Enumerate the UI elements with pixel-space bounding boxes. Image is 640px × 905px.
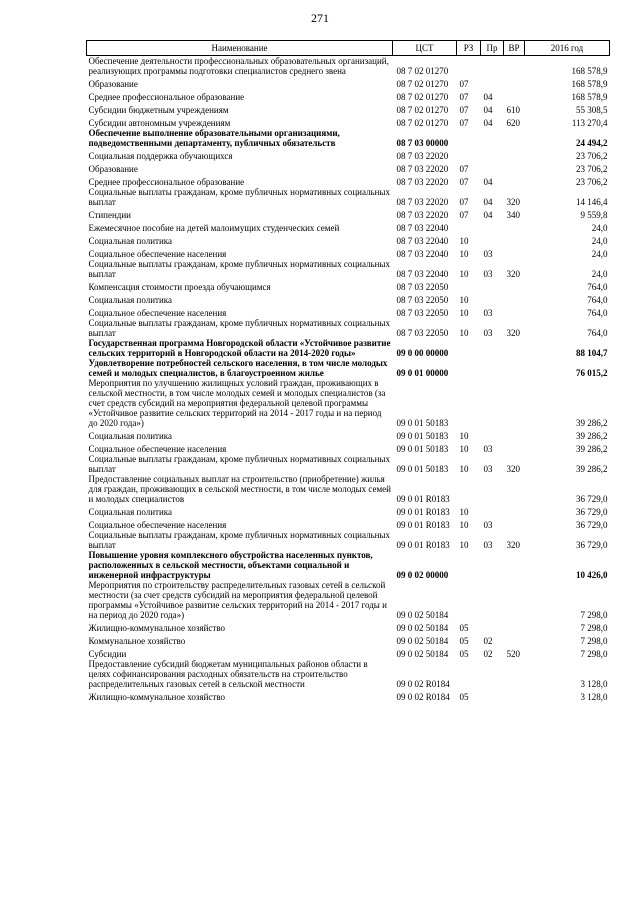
row-name: Обеспечение выполнение образовательными организациями, подведомственными департаменту, публичных обязательств <box>88 128 340 148</box>
row-rz: 05 <box>459 649 469 659</box>
row-amount: 36 729,0 <box>576 540 608 550</box>
row-amount: 36 729,0 <box>576 520 608 530</box>
row-cst: 08 7 02 01270 <box>396 118 449 128</box>
header-name: Наименование <box>87 41 393 56</box>
row-pr <box>481 338 504 358</box>
row-rz: 05 <box>459 692 469 702</box>
row-pr <box>481 76 504 89</box>
table-row <box>87 504 610 517</box>
row-cst: 09 0 01 50183 <box>396 444 449 454</box>
row-amount: 764,0 <box>587 308 608 318</box>
row-name: Социальная поддержка обучающихся <box>88 151 233 161</box>
row-cst: 08 7 02 01270 <box>396 79 449 89</box>
row-vr <box>504 56 525 77</box>
table-row <box>87 474 610 504</box>
row-rz <box>457 279 481 292</box>
row-name: Социальная политика <box>88 295 172 305</box>
row-pr: 02 <box>483 649 493 659</box>
table-row <box>87 148 610 161</box>
row-cst: 08 7 03 22050 <box>396 308 449 318</box>
table-row <box>87 441 610 454</box>
row-vr <box>504 620 525 633</box>
row-cst: 08 7 02 01270 <box>396 105 449 115</box>
header-rz: РЗ <box>457 41 481 56</box>
table-row <box>87 550 610 580</box>
row-vr: 320 <box>506 269 520 279</box>
table-row <box>87 89 610 102</box>
row-name: Образование <box>88 79 138 89</box>
row-name: Обеспечение деятельности профессиональных образовательных организаций, реализующих программы подготовки специалистов среднего звена <box>88 56 389 76</box>
row-cst: 08 7 03 22040 <box>396 223 449 233</box>
row-vr <box>504 633 525 646</box>
row-amount: 7 298,0 <box>580 610 608 620</box>
table-row <box>87 292 610 305</box>
page-number: 271 <box>311 11 329 25</box>
row-vr <box>504 378 525 428</box>
row-pr <box>481 504 504 517</box>
table-row <box>87 207 610 220</box>
row-name: Социальные выплаты гражданам, кроме публичных нормативных социальных выплат <box>88 530 390 550</box>
row-amount: 113 270,4 <box>571 118 608 128</box>
row-cst: 09 0 01 R0183 <box>396 540 450 550</box>
row-rz <box>457 580 481 620</box>
row-amount: 7 298,0 <box>580 636 608 646</box>
row-amount: 168 578,9 <box>571 79 608 89</box>
row-rz <box>457 550 481 580</box>
row-rz <box>457 474 481 504</box>
row-pr: 03 <box>483 444 493 454</box>
row-amount: 39 286,2 <box>576 418 608 428</box>
table-row <box>87 689 610 702</box>
row-rz: 10 <box>459 269 469 279</box>
row-name: Коммунальное хозяйство <box>88 636 186 646</box>
table-row <box>87 580 610 620</box>
row-pr <box>481 689 504 702</box>
header-pr: Пр <box>481 41 504 56</box>
row-rz: 07 <box>459 210 469 220</box>
table-row <box>87 338 610 358</box>
row-name: Мероприятия по улучшению жилищных условий граждан, проживающих в сельской местности, в том числе молодых семей и молодых специалистов (за счет средств субсидий на мероприятия федеральной целевой программы «Устойчивое развитие сельских территорий на 2014 - 2017 годы и на период до 2020 года») <box>88 378 386 428</box>
row-amount: 9 559,8 <box>580 210 608 220</box>
table-row <box>87 233 610 246</box>
row-amount: 24,0 <box>591 269 608 279</box>
row-rz: 05 <box>459 623 469 633</box>
row-rz: 05 <box>459 636 469 646</box>
row-cst: 08 7 03 22050 <box>396 295 449 305</box>
table-row <box>87 530 610 550</box>
row-amount: 764,0 <box>587 295 608 305</box>
row-amount: 88 104,7 <box>576 348 608 358</box>
row-amount: 7 298,0 <box>580 623 608 633</box>
table-row <box>87 633 610 646</box>
row-name: Субсидии <box>88 649 127 659</box>
row-rz: 07 <box>459 197 469 207</box>
row-amount: 764,0 <box>587 328 608 338</box>
row-rz <box>457 659 481 689</box>
row-name: Повышение уровня комплексного обустройства населенных пунктов, расположенных в сельской местности, объектами социальной и инженерной инфраструктуры <box>88 550 373 580</box>
row-cst: 08 7 03 00000 <box>396 138 449 148</box>
row-vr: 610 <box>506 105 520 115</box>
table-row <box>87 517 610 530</box>
row-cst: 08 7 03 22020 <box>396 151 449 161</box>
row-vr <box>504 504 525 517</box>
row-name: Среднее профессиональное образование <box>88 177 245 187</box>
row-cst: 09 0 02 50184 <box>396 623 449 633</box>
row-pr: 03 <box>483 540 493 550</box>
row-rz: 07 <box>459 79 469 89</box>
row-cst: 08 7 03 22040 <box>396 269 449 279</box>
row-name: Образование <box>88 164 138 174</box>
row-vr: 320 <box>506 464 520 474</box>
row-rz <box>457 358 481 378</box>
row-vr: 320 <box>506 328 520 338</box>
row-pr <box>481 550 504 580</box>
row-name: Жилищно-коммунальное хозяйство <box>88 692 226 702</box>
table-row <box>87 358 610 378</box>
table-row <box>87 659 610 689</box>
row-pr <box>481 474 504 504</box>
row-name: Стипендии <box>88 210 131 220</box>
table-row <box>87 115 610 128</box>
row-pr <box>481 220 504 233</box>
row-rz: 10 <box>459 507 469 517</box>
row-name: Социальные выплаты гражданам, кроме публичных нормативных социальных выплат <box>88 259 390 279</box>
table-row <box>87 318 610 338</box>
table-row <box>87 161 610 174</box>
row-name: Социальная политика <box>88 236 172 246</box>
row-rz: 10 <box>459 308 469 318</box>
row-cst: 09 0 02 50184 <box>396 610 449 620</box>
row-amount: 39 286,2 <box>576 431 608 441</box>
row-cst: 09 0 01 50183 <box>396 431 449 441</box>
row-name: Социальные выплаты гражданам, кроме публичных нормативных социальных выплат <box>88 187 390 207</box>
row-amount: 24 494,2 <box>576 138 608 148</box>
row-amount: 168 578,9 <box>571 92 608 102</box>
table-header-row <box>87 41 610 56</box>
row-pr: 02 <box>483 636 493 646</box>
row-vr: 320 <box>506 197 520 207</box>
row-name: Социальные выплаты гражданам, кроме публичных нормативных социальных выплат <box>88 454 390 474</box>
row-rz: 10 <box>459 464 469 474</box>
row-rz: 07 <box>459 164 469 174</box>
row-name: Социальное обеспечение населения <box>88 249 227 259</box>
row-vr: 620 <box>506 118 520 128</box>
row-vr <box>504 246 525 259</box>
row-pr: 03 <box>483 328 493 338</box>
row-vr <box>504 580 525 620</box>
table-row <box>87 259 610 279</box>
row-vr: 520 <box>506 649 520 659</box>
row-name: Социальные выплаты гражданам, кроме публичных нормативных социальных выплат <box>88 318 390 338</box>
row-name: Социальная политика <box>88 431 172 441</box>
row-cst: 08 7 02 01270 <box>396 66 449 76</box>
header-cst: ЦСТ <box>393 41 457 56</box>
row-amount: 7 298,0 <box>580 649 608 659</box>
row-pr <box>481 659 504 689</box>
row-name: Предоставление социальных выплат на строительство (приобретение) жилья для граждан, проживающих в сельской местности, в том числе молодых семей и молодых специалистов <box>88 474 391 504</box>
row-name: Компенсация стоимости проезда обучающимся <box>88 282 271 292</box>
row-vr <box>504 474 525 504</box>
row-pr <box>481 620 504 633</box>
table-row <box>87 378 610 428</box>
table-row <box>87 646 610 659</box>
row-pr: 04 <box>483 105 493 115</box>
row-cst: 09 0 02 50184 <box>396 649 449 659</box>
row-amount: 3 128,0 <box>580 679 608 689</box>
header-vr: ВР <box>504 41 525 56</box>
row-pr: 03 <box>483 464 493 474</box>
row-amount: 23 706,2 <box>576 151 608 161</box>
table-row <box>87 56 610 77</box>
row-vr <box>504 292 525 305</box>
row-pr: 04 <box>483 197 493 207</box>
row-vr <box>504 358 525 378</box>
row-amount: 24,0 <box>591 249 608 259</box>
row-vr <box>504 338 525 358</box>
row-vr <box>504 233 525 246</box>
row-vr <box>504 89 525 102</box>
row-amount: 55 308,5 <box>576 105 608 115</box>
row-rz: 10 <box>459 236 469 246</box>
row-amount: 3 128,0 <box>580 692 608 702</box>
row-amount: 76 015,2 <box>576 368 608 378</box>
row-rz: 10 <box>459 520 469 530</box>
row-rz: 07 <box>459 177 469 187</box>
row-pr <box>481 580 504 620</box>
row-vr <box>504 148 525 161</box>
row-cst: 08 7 02 01270 <box>396 92 449 102</box>
row-amount: 24,0 <box>591 223 608 233</box>
table-row <box>87 128 610 148</box>
row-cst: 09 0 01 R0183 <box>396 494 450 504</box>
row-pr: 04 <box>483 177 493 187</box>
row-rz: 10 <box>459 444 469 454</box>
row-name: Социальное обеспечение населения <box>88 308 227 318</box>
row-name: Предоставление субсидий бюджетам муниципальных районов области в целях софинансирования расходных обязательств на строительство распределительных газовых сетей в сельской местности <box>88 659 368 689</box>
row-name: Социальное обеспечение населения <box>88 520 227 530</box>
row-amount: 23 706,2 <box>576 164 608 174</box>
row-rz <box>457 128 481 148</box>
table-row <box>87 102 610 115</box>
row-pr: 04 <box>483 92 493 102</box>
row-amount: 39 286,2 <box>576 444 608 454</box>
row-cst: 08 7 03 22020 <box>396 164 449 174</box>
row-pr: 03 <box>483 520 493 530</box>
row-name: Жилищно-коммунальное хозяйство <box>88 623 226 633</box>
row-cst: 09 0 01 50183 <box>396 418 449 428</box>
row-cst: 09 0 01 R0183 <box>396 520 450 530</box>
budget-table <box>86 40 610 702</box>
header-year: 2016 год <box>525 41 610 56</box>
row-cst: 09 0 02 00000 <box>396 570 449 580</box>
row-cst: 09 0 01 00000 <box>396 368 449 378</box>
table-row <box>87 454 610 474</box>
row-amount: 14 146,4 <box>576 197 608 207</box>
row-cst: 08 7 03 22040 <box>396 236 449 246</box>
row-vr <box>504 128 525 148</box>
row-vr <box>504 428 525 441</box>
row-vr: 320 <box>506 540 520 550</box>
row-pr <box>481 279 504 292</box>
row-name: Социальное обеспечение населения <box>88 444 227 454</box>
row-name: Удовлетворение потребностей сельского населения, в том числе молодых семей и молодых специалистов, в благоустроенном жилье <box>88 358 388 378</box>
row-pr <box>481 128 504 148</box>
row-pr: 03 <box>483 249 493 259</box>
row-amount: 23 706,2 <box>576 177 608 187</box>
row-rz: 10 <box>459 328 469 338</box>
row-rz: 10 <box>459 295 469 305</box>
row-name: Социальная политика <box>88 507 172 517</box>
row-rz: 10 <box>459 249 469 259</box>
row-amount: 168 578,9 <box>571 66 608 76</box>
row-cst: 08 7 03 22020 <box>396 210 449 220</box>
row-amount: 36 729,0 <box>576 494 608 504</box>
row-rz <box>457 220 481 233</box>
table-row <box>87 279 610 292</box>
row-cst: 08 7 03 22050 <box>396 282 449 292</box>
row-cst: 09 0 01 R0183 <box>396 507 450 517</box>
table-row <box>87 76 610 89</box>
row-pr <box>481 161 504 174</box>
row-pr: 04 <box>483 118 493 128</box>
row-name: Государственная программа Новгородской области «Устойчивое развитие сельских территорий в Новгородской области на 2014-2020 годы» <box>88 338 391 358</box>
row-cst: 09 0 00 00000 <box>396 348 449 358</box>
row-name: Среднее профессиональное образование <box>88 92 245 102</box>
table-row <box>87 220 610 233</box>
table-row <box>87 174 610 187</box>
row-cst: 08 7 03 22020 <box>396 177 449 187</box>
row-cst: 08 7 03 22050 <box>396 328 449 338</box>
row-vr <box>504 161 525 174</box>
row-name: Ежемесячное пособие на детей малоимущих студенческих семей <box>88 223 340 233</box>
row-pr <box>481 56 504 77</box>
row-cst: 09 0 02 R0184 <box>396 679 450 689</box>
row-pr <box>481 148 504 161</box>
row-vr <box>504 689 525 702</box>
row-pr: 04 <box>483 210 493 220</box>
row-amount: 39 286,2 <box>576 464 608 474</box>
row-vr <box>504 517 525 530</box>
row-vr <box>504 76 525 89</box>
row-rz <box>457 338 481 358</box>
row-vr <box>504 305 525 318</box>
row-amount: 36 729,0 <box>576 507 608 517</box>
row-vr <box>504 659 525 689</box>
row-pr <box>481 358 504 378</box>
row-vr <box>504 550 525 580</box>
row-cst: 09 0 02 50184 <box>396 636 449 646</box>
row-cst: 09 0 01 50183 <box>396 464 449 474</box>
row-amount: 10 426,0 <box>576 570 608 580</box>
row-rz: 07 <box>459 92 469 102</box>
row-amount: 24,0 <box>591 236 608 246</box>
row-rz: 07 <box>459 118 469 128</box>
row-pr <box>481 378 504 428</box>
row-pr <box>481 428 504 441</box>
row-amount: 764,0 <box>587 282 608 292</box>
row-pr: 03 <box>483 269 493 279</box>
row-name: Субсидии автономным учреждениям <box>88 118 231 128</box>
row-rz <box>457 56 481 77</box>
row-pr <box>481 292 504 305</box>
row-vr: 340 <box>506 210 520 220</box>
row-name: Субсидии бюджетным учреждениям <box>88 105 229 115</box>
table-row <box>87 305 610 318</box>
table-row <box>87 428 610 441</box>
table-row <box>87 620 610 633</box>
row-name: Мероприятия по строительству распределительных газовых сетей в сельской местности (за счет средств субсидий на мероприятия федеральной целевой программы «Устойчивое развитие сельских территорий на 2014 - 2017 годы и на период до 2020 года») <box>88 580 387 620</box>
table-row <box>87 187 610 207</box>
row-cst: 09 0 02 R0184 <box>396 692 450 702</box>
row-vr <box>504 174 525 187</box>
row-vr <box>504 220 525 233</box>
row-rz <box>457 148 481 161</box>
row-rz: 10 <box>459 431 469 441</box>
row-rz: 07 <box>459 105 469 115</box>
row-rz <box>457 378 481 428</box>
table-row <box>87 246 610 259</box>
row-pr <box>481 233 504 246</box>
row-cst: 08 7 03 22040 <box>396 249 449 259</box>
row-vr <box>504 441 525 454</box>
row-vr <box>504 279 525 292</box>
row-pr: 03 <box>483 308 493 318</box>
row-rz: 10 <box>459 540 469 550</box>
row-cst: 08 7 03 22020 <box>396 197 449 207</box>
